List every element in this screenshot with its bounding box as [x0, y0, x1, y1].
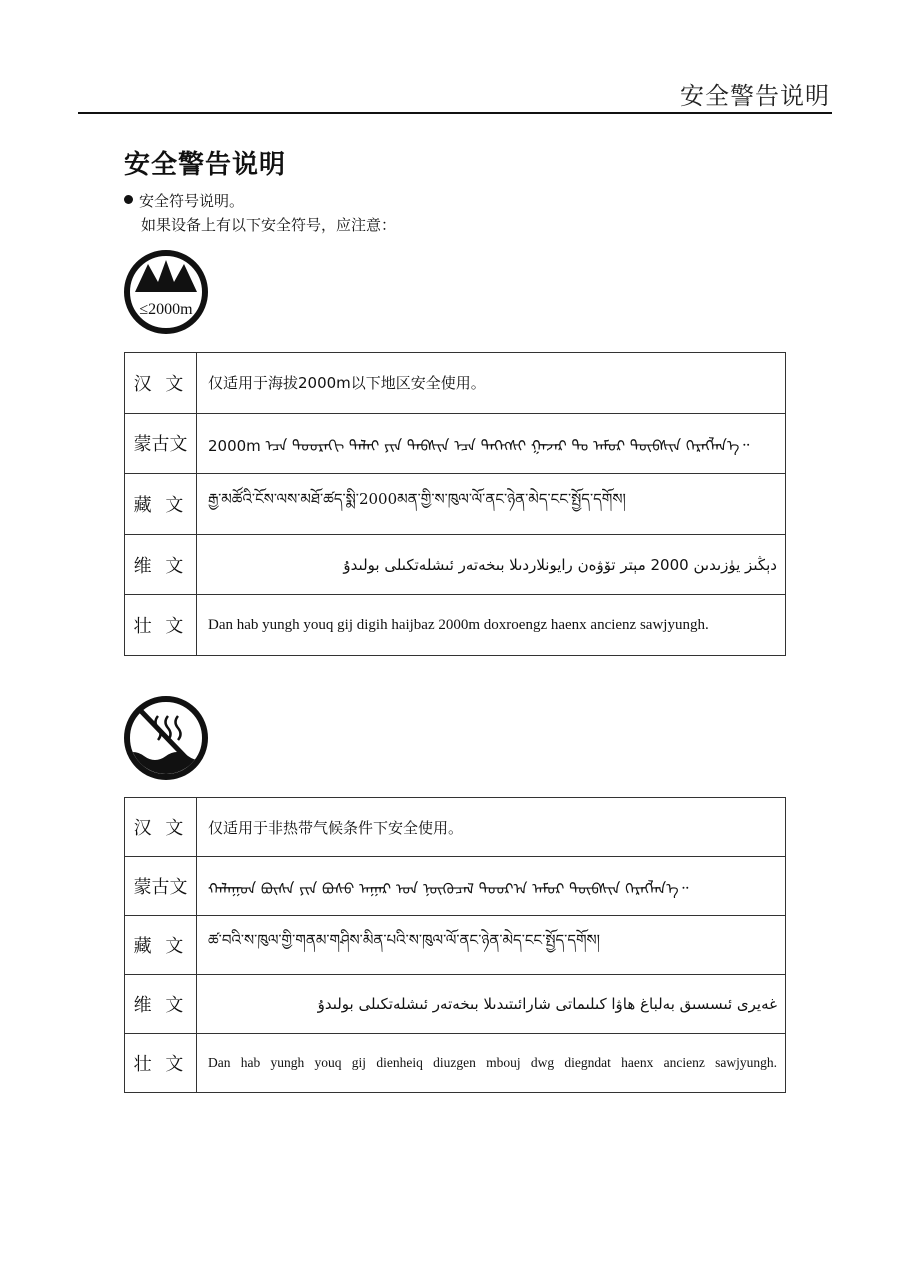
table-row — [125, 1034, 786, 1093]
bullet-icon — [124, 195, 133, 204]
row-text: རྒྱ་མཚོའི་ངོས་ལས་མཐོ་ཚད་སྨི་2000མན་གྱི་ས་ཁུལ་ལོ་ནང་ཉེན་མེད་ངང་སྤྱོད་དགོས། — [197, 474, 786, 535]
bullet-description: 如果设备上有以下安全符号，应注意： — [141, 216, 397, 234]
row-text: ཚ་བའི་ས་ཁུལ་གྱི་གནམ་གཤིས་མིན་པའི་ས་ཁུལ་ལོ་ནང་ཉེན་མེད་ངང་སྤྱོད་དགོས། — [197, 916, 786, 975]
altitude-label: ≤2000m — [139, 301, 193, 318]
table-row — [125, 975, 786, 1034]
lang-label: 维 文 — [125, 534, 197, 595]
no-tropical-climate-icon — [122, 694, 210, 782]
table-row — [125, 474, 786, 535]
lang-label: 壮 文 — [125, 595, 197, 656]
bullet-item — [124, 190, 244, 211]
table-row — [125, 413, 786, 474]
row-text: Dan hab yungh youq gij dienheiq diuzgen mbouj dwg diegndat haenx ancienz sawjyungh. — [197, 1034, 786, 1093]
row-text: دېڭىز يۈزىدىن 2000 مېتر تۆۋەن رايونلاردىلا بىخەتەر ئىشلەتكىلى بولىدۇ — [197, 534, 786, 595]
bullet-text: 安全符号说明。 — [139, 192, 245, 210]
climate-warning-table — [124, 797, 786, 1093]
lang-label: 汉 文 — [125, 353, 197, 414]
table-row — [125, 534, 786, 595]
altitude-limit-icon — [122, 248, 210, 336]
table-row — [125, 857, 786, 916]
header-divider — [78, 112, 832, 114]
row-text: Dan hab yungh youq gij digih haijbaz 2000m doxroengz haenx ancienz sawjyungh. — [197, 595, 786, 656]
lang-label: 藏 文 — [125, 916, 197, 975]
table-row — [125, 798, 786, 857]
row-text: ᠬᠠᠯᠠᠭᠤᠨ ᠪᠦᠰᠡ ᠶᠢᠨ ᠪᠤᠰᠤ ᠠᠭᠠᠷ ᠤᠨ ᠨᠥᠬᠥᠴᠡᠯ ᠳᠣᠣᠷ᠎ᠠ ᠠᠮᠤᠷ ᠲᠦᠪᠰᠢᠨ ᠬᠡᠷᠡᠭᠯᠡᠨ᠎ᠡ᠃ — [197, 857, 786, 916]
lang-label: 维 文 — [125, 975, 197, 1034]
row-text: 仅适用于非热带气候条件下安全使用。 — [197, 798, 786, 857]
row-text: 仅适用于海拔2000m以下地区安全使用。 — [197, 353, 786, 414]
table-row — [125, 595, 786, 656]
lang-label: 蒙古文 — [125, 413, 197, 474]
row-text: 2000m ᠡᠴᠡ ᠳᠣᠣᠷᠠᠬᠢ ᠳᠠᠯᠠᠢ ᠶᠢᠨ ᠲᠡᠪᠰᠢᠨ ᠡᠴᠡ ᠳᠡᠭᠡᠭᠰᠢ ᠭᠠᠵᠠᠷ ᠲᠤ ᠠᠮᠤᠷ ᠲᠦᠪᠰᠢᠨ ᠬᠡᠷᠡᠭᠯᠡᠨ᠎ᠡ᠃ — [197, 413, 786, 474]
lang-label: 蒙古文 — [125, 857, 197, 916]
row-text: غەيرى ئىسسىق بەلباغ ھاۋا كىلىماتى شارائىتىدىلا بىخەتەر ئىشلەتكىلى بولىدۇ — [197, 975, 786, 1034]
lang-label: 汉 文 — [125, 798, 197, 857]
lang-label: 壮 文 — [125, 1034, 197, 1093]
table-row — [125, 353, 786, 414]
altitude-warning-table — [124, 352, 786, 656]
page-title: 安全警告说明 — [124, 150, 287, 180]
header-title: 安全警告说明 — [680, 82, 830, 110]
lang-label: 藏 文 — [125, 474, 197, 535]
table-row — [125, 916, 786, 975]
